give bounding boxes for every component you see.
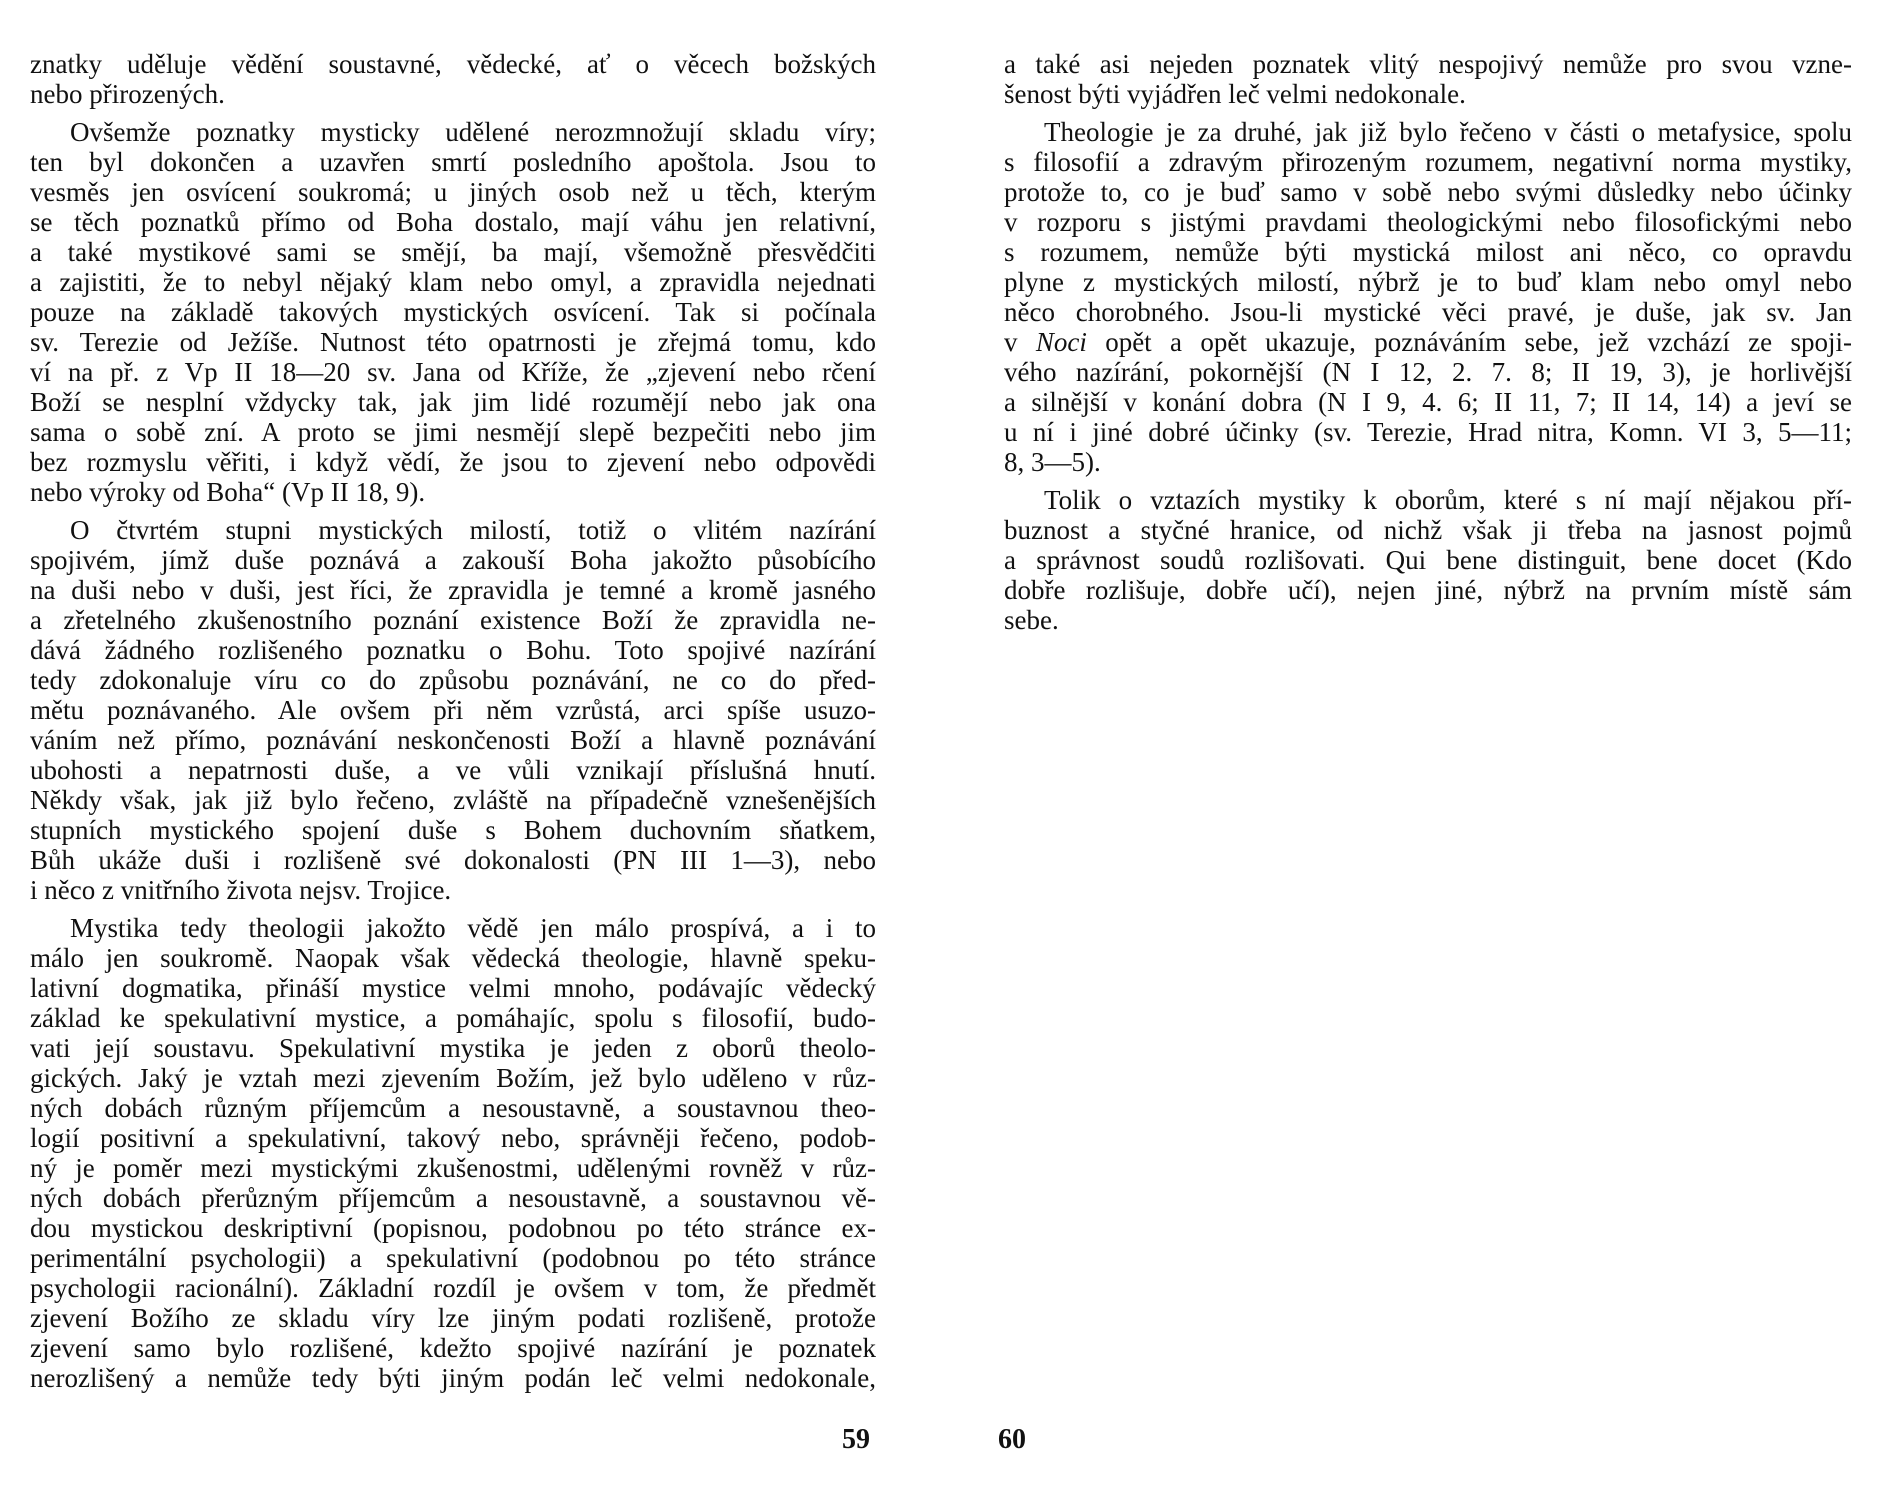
text-line: nebo přirozených.: [30, 79, 225, 109]
text-line: gických. Jaký je vztah mezi zjevením Božím, jež bylo uděleno v růz-: [30, 1063, 876, 1093]
text-line: protože to, co je buď samo v sobě nebo svými důsledky nebo účinky: [1004, 177, 1852, 207]
text-line: nebo výroky od Boha“ (Vp II 18, 9).: [30, 477, 426, 507]
text-line: se těch poznatků přímo od Boha dostalo, mají váhu jen relativní,: [30, 207, 876, 237]
text-line: i něco z vnitřního života nejsv. Trojice.: [30, 875, 452, 905]
text-line: dobře rozlišuje, dobře učí), nejen jiné, nýbrž na prvním místě sám: [1004, 575, 1852, 605]
text-line: málo jen soukromě. Naopak však vědecká theologie, hlavně speku-: [30, 943, 876, 973]
text-line: vesměs jen osvícení soukromá; u jiných osob než u těch, kterým: [30, 177, 876, 207]
text-line: na duši nebo v duši, jest říci, že zpravidla je temné a kromě jasného: [30, 575, 876, 605]
text-line: logií positivní a spekulativní, takový nebo, správněji řečeno, podob-: [30, 1123, 876, 1153]
text-line: a silnější v konání dobra (N I 9, 4. 6; II 11, 7; II 14, 14) a jeví se: [1004, 387, 1852, 417]
text-segment: opět a opět ukazuje, poznáváním sebe, jež vzchází ze spoji-: [1086, 327, 1852, 357]
text-line: Boží se nesplní vždycky tak, jak jim lidé rozumějí nebo jak ona: [30, 387, 876, 417]
text-line: něco chorobného. Jsou-li mystické věci pravé, je duše, jak sv. Jan: [1004, 297, 1852, 327]
text-line: ných dobách přerůzným příjemcům a nesoustavně, a soustavnou vě-: [30, 1183, 876, 1213]
paragraph: [30, 913, 876, 1393]
text-line: lativní dogmatika, přináší mystice velmi mnoho, podávajíc vědecký: [30, 973, 876, 1003]
text-line: Tolik o vztazích mystiky k oborům, které s ní mají nějakou pří-: [1044, 485, 1852, 515]
text-line: u ní i jiné dobré účinky (sv. Terezie, Hrad nitra, Komn. VI 3, 5—11;: [1004, 417, 1852, 447]
left-page-text: [30, 49, 876, 1401]
text-line: Theologie je za druhé, jak již bylo řečeno v části o metafysice, spolu: [1044, 117, 1852, 147]
text-line: šenost býti vyjádřen leč velmi nedokonale.: [1004, 79, 1466, 109]
text-line: psychologii racionální). Základní rozdíl je ovšem v tom, že předmět: [30, 1273, 876, 1303]
paragraph: [1004, 485, 1852, 635]
paragraph: [30, 117, 876, 507]
text-line: spojivém, jímž duše poznává a zakouší Boha jakožto působícího: [30, 545, 876, 575]
text-line: ných dobách různým příjemcům a nesoustavně, a soustavnou theo-: [30, 1093, 876, 1123]
text-line: sebe.: [1004, 605, 1059, 635]
text-line: nerozlišený a nemůže tedy býti jiným podán leč velmi nedokonale,: [30, 1363, 876, 1393]
text-line: plyne z mystických milostí, nýbrž je to buď klam nebo omyl nebo: [1004, 267, 1852, 297]
text-line: a také mystikové sami se smějí, ba mají, všemožně přesvědčiti: [30, 237, 876, 267]
right-page-text: [1004, 49, 1852, 643]
text-line: bez rozmyslu věřiti, i když vědí, že jsou to zjevení nebo odpovědi: [30, 447, 876, 477]
text-line: ví na př. z Vp II 18—20 sv. Jana od Kříže, že „zjevení nebo rčení: [30, 357, 876, 387]
text-line: Mystika tedy theologii jakožto vědě jen málo prospívá, a i to: [70, 913, 876, 943]
text-line: 8, 3—5).: [1004, 447, 1101, 477]
text-line: sama o sobě zní. A proto se jimi nesmějí slepě bezpečiti nebo jim: [30, 417, 876, 447]
text-segment: v: [1004, 327, 1036, 357]
text-line: s rozumem, nemůže býti mystická milost ani něco, co opravdu: [1004, 237, 1852, 267]
paragraph: [30, 515, 876, 905]
text-line: ubohosti a nepatrnosti duše, a ve vůli vznikají příslušná hnutí.: [30, 755, 876, 785]
text-line: vého nazírání, pokornější (N I 12, 2. 7. 8; II 19, 3), je horlivější: [1004, 357, 1852, 387]
text-line: v rozporu s jistými pravdami theologickými nebo filosofickými nebo: [1004, 207, 1852, 237]
text-line: tedy zdokonaluje víru co do způsobu poznávání, ne co do před-: [30, 665, 876, 695]
text-line: váním než přímo, poznávání neskončenosti Boží a hlavně poznávání: [30, 725, 876, 755]
text-line: vati její soustavu. Spekulativní mystika je jeden z oborů theolo-: [30, 1033, 876, 1063]
text-line: ný je poměr mezi mystickými zkušenostmi, udělenými rovněž v růz-: [30, 1153, 876, 1183]
text-line: a správnost soudů rozlišovati. Qui bene distinguit, bene docet (Kdo: [1004, 545, 1852, 575]
page-number-left: 59: [842, 1424, 870, 1455]
text-line: základ ke spekulativní mystice, a pomáhajíc, spolu s filosofií, budo-: [30, 1003, 876, 1033]
text-line: zjevení samo bylo rozlišené, kdežto spojivé nazírání je poznatek: [30, 1333, 876, 1363]
text-line: znatky uděluje vědění soustavné, vědecké, ať o věcech božských: [30, 49, 876, 79]
text-line: pouze na základě takových mystických osvícení. Tak si počínala: [30, 297, 876, 327]
text-line: s filosofií a zdravým přirozeným rozumem, negativní norma mystiky,: [1004, 147, 1852, 177]
text-line: mětu poznávaného. Ale ovšem při něm vzrůstá, arci spíše usuzo-: [30, 695, 876, 725]
text-line: O čtvrtém stupni mystických milostí, totiž o vlitém nazírání: [70, 515, 876, 545]
text-line: dává žádného rozlišeného poznatku o Bohu. Toto spojivé nazírání: [30, 635, 876, 665]
text-line: zjevení Božího ze skladu víry lze jiným podati rozlišeně, protože: [30, 1303, 876, 1333]
paragraph: [1004, 49, 1852, 109]
text-line: [1004, 327, 1852, 357]
text-line: buznost a styčné hranice, od nichž však ji třeba na jasnost pojmů: [1004, 515, 1852, 545]
text-line: a zajistiti, že to nebyl nějaký klam nebo omyl, a zpravidla nejednati: [30, 267, 876, 297]
text-line: dou mystickou deskriptivní (popisnou, podobnou po této stránce ex-: [30, 1213, 876, 1243]
text-line: sv. Terezie od Ježíše. Nutnost této opatrnosti je zřejmá tomu, kdo: [30, 327, 876, 357]
text-line: Bůh ukáže duši i rozlišeně své dokonalosti (PN III 1—3), nebo: [30, 845, 876, 875]
italic-title: Noci: [1035, 327, 1087, 357]
text-line: a také asi nejeden poznatek vlitý nespojivý nemůže pro svou vzne-: [1004, 49, 1852, 79]
paragraph: [1004, 117, 1852, 477]
page-number-right: 60: [998, 1424, 1026, 1455]
text-line: a zřetelného zkušenostního poznání existence Boží že zpravidla ne-: [30, 605, 876, 635]
text-line: Ovšemže poznatky mysticky udělené nerozmnožují skladu víry;: [70, 117, 876, 147]
paragraph: [30, 49, 876, 109]
text-line: stupních mystického spojení duše s Bohem duchovním sňatkem,: [30, 815, 876, 845]
text-line: perimentální psychologii) a spekulativní (podobnou po této stránce: [30, 1243, 876, 1273]
text-line: ten byl dokončen a uzavřen smrtí posledního apoštola. Jsou to: [30, 147, 876, 177]
text-line: Někdy však, jak již bylo řečeno, zvláště na případečně vznešenějších: [30, 785, 876, 815]
